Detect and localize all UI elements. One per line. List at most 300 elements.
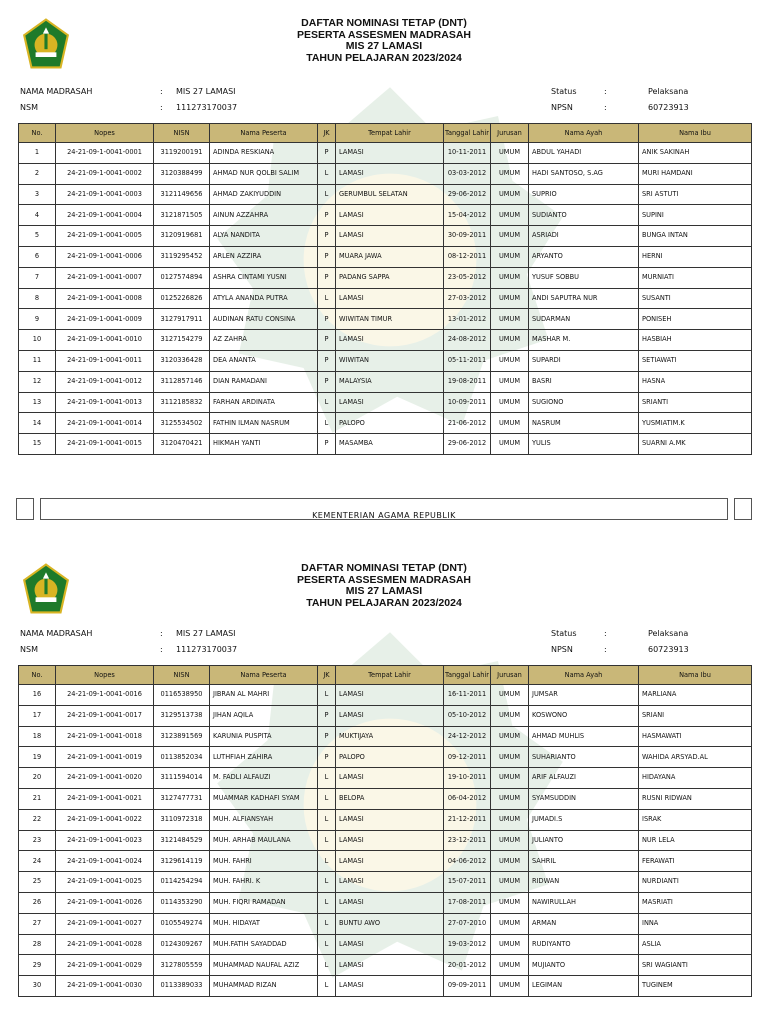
cell-nama-ayah: MASHAR M. <box>529 330 639 351</box>
cell-nisn: 3121484529 <box>154 830 210 851</box>
cell-nopes: 24-21-09-1-0041-0029 <box>56 955 154 976</box>
cell-no: 12 <box>19 371 56 392</box>
cell-nama-ayah: ABDUL YAHADI <box>529 143 639 164</box>
table-row <box>19 246 752 267</box>
cell-jurusan: UMUM <box>491 747 529 768</box>
cell-jk: P <box>318 434 336 455</box>
cell-nopes: 24-21-09-1-0041-0001 <box>56 143 154 164</box>
title-line: TAHUN PELAJARAN 2023/2024 <box>306 596 462 609</box>
cell-tempat-lahir: LAMASI <box>336 851 444 872</box>
cell-tanggal-lahir: 29-06-2012 <box>444 434 491 455</box>
column-header: Tanggal Lahir <box>444 124 491 143</box>
cell-nisn: 3129614119 <box>154 851 210 872</box>
cell-no: 1 <box>19 143 56 164</box>
separator-colon: : <box>604 645 607 654</box>
cell-jk: L <box>318 892 336 913</box>
status-value: Pelaksana <box>648 87 689 96</box>
cell-tanggal-lahir: 20-01-2012 <box>444 955 491 976</box>
cell-nisn: 0113389033 <box>154 976 210 997</box>
cell-jurusan: UMUM <box>491 976 529 997</box>
cell-nama-ibu: SRIANTI <box>639 392 752 413</box>
cell-jurusan: UMUM <box>491 330 529 351</box>
cell-nama-peserta: MUH. FAHRI. K <box>210 872 318 893</box>
cell-jurusan: UMUM <box>491 434 529 455</box>
cell-tanggal-lahir: 08-12-2011 <box>444 246 491 267</box>
cell-no: 8 <box>19 288 56 309</box>
cell-nama-ibu: SUARNI A.MK <box>639 434 752 455</box>
cell-jk: P <box>318 371 336 392</box>
table-row <box>19 330 752 351</box>
cell-jurusan: UMUM <box>491 371 529 392</box>
cell-nama-ibu: ASLIA <box>639 934 752 955</box>
column-header: Nama Ayah <box>529 124 639 143</box>
cell-nopes: 24-21-09-1-0041-0028 <box>56 934 154 955</box>
cell-nopes: 24-21-09-1-0041-0027 <box>56 913 154 934</box>
kemenag-logo-icon <box>18 18 74 70</box>
cell-nama-ibu: YUSMIATIM.K <box>639 413 752 434</box>
cell-nopes: 24-21-09-1-0041-0024 <box>56 851 154 872</box>
cell-nama-ayah: SUDIANTO <box>529 205 639 226</box>
cell-nama-peserta: HIKMAH YANTI <box>210 434 318 455</box>
cell-no: 26 <box>19 892 56 913</box>
cell-tempat-lahir: LAMASI <box>336 163 444 184</box>
column-header: NISN <box>154 124 210 143</box>
cell-nisn: 3110972318 <box>154 809 210 830</box>
cell-nama-ibu: MURNIATI <box>639 267 752 288</box>
column-header: Nama Peserta <box>210 124 318 143</box>
table-row <box>19 705 752 726</box>
cell-nopes: 24-21-09-1-0041-0020 <box>56 768 154 789</box>
cell-nama-ibu: MARLIANA <box>639 685 752 706</box>
column-header: JK <box>318 666 336 685</box>
title-line: DAFTAR NOMINASI TETAP (DNT) <box>301 562 467 574</box>
cell-nama-ayah: SUDARMAN <box>529 309 639 330</box>
nama-madrasah-value: MIS 27 LAMASI <box>176 629 236 638</box>
cell-nama-ibu: ISRAK <box>639 809 752 830</box>
cell-no: 29 <box>19 955 56 976</box>
cell-nopes: 24-21-09-1-0041-0014 <box>56 413 154 434</box>
cell-jk: P <box>318 747 336 768</box>
cell-tanggal-lahir: 06-04-2012 <box>444 788 491 809</box>
cell-no: 7 <box>19 267 56 288</box>
cell-jurusan: UMUM <box>491 892 529 913</box>
status-label: Status <box>551 629 577 638</box>
cell-tanggal-lahir: 09-09-2011 <box>444 976 491 997</box>
column-header: Nama Peserta <box>210 666 318 685</box>
cell-nama-peserta: AHMAD NUR QOLBI SALIM <box>210 163 318 184</box>
cell-nama-ibu: INNA <box>639 913 752 934</box>
cell-nopes: 24-21-09-1-0041-0025 <box>56 872 154 893</box>
cell-nama-ibu: WAHIDA ARSYAD.AL <box>639 747 752 768</box>
cell-tempat-lahir: MUARA JAWA <box>336 246 444 267</box>
cell-nama-ibu: HASBIAH <box>639 330 752 351</box>
dnt-page-1 <box>0 0 768 470</box>
separator-colon: : <box>160 645 163 654</box>
column-header: Nama Ibu <box>639 666 752 685</box>
cell-tempat-lahir: LAMASI <box>336 955 444 976</box>
cell-no: 14 <box>19 413 56 434</box>
cell-tempat-lahir: MASAMBA <box>336 434 444 455</box>
cell-tempat-lahir: PALOPO <box>336 413 444 434</box>
cell-no: 15 <box>19 434 56 455</box>
cell-tempat-lahir: LAMASI <box>336 872 444 893</box>
cell-tempat-lahir: LAMASI <box>336 809 444 830</box>
cell-nama-peserta: JIBRAN AL MAHRI <box>210 685 318 706</box>
cell-jk: P <box>318 246 336 267</box>
cell-jurusan: UMUM <box>491 226 529 247</box>
table-body <box>19 685 752 997</box>
column-header: Tempat Lahir <box>336 666 444 685</box>
separator-colon: : <box>160 103 163 112</box>
column-header: Tanggal Lahir <box>444 666 491 685</box>
table-row <box>19 872 752 893</box>
table-row <box>19 976 752 997</box>
cell-nama-ayah: ARMAN <box>529 913 639 934</box>
cell-nisn: 3123891569 <box>154 726 210 747</box>
cell-nopes: 24-21-09-1-0041-0023 <box>56 830 154 851</box>
cell-tempat-lahir: WIWITAN TIMUR <box>336 309 444 330</box>
cell-jurusan: UMUM <box>491 350 529 371</box>
cell-tempat-lahir: MALAYSIA <box>336 371 444 392</box>
next-page-header-text: KEMENTERIAN AGAMA REPUBLIK <box>312 511 456 520</box>
cell-nisn: 3125534502 <box>154 413 210 434</box>
table-header-row <box>19 124 752 143</box>
cell-nama-peserta: DEA ANANTA <box>210 350 318 371</box>
cell-nama-peserta: ARLEN AZZIRA <box>210 246 318 267</box>
nsm-value: 111273170037 <box>176 103 238 112</box>
cell-tanggal-lahir: 15-04-2012 <box>444 205 491 226</box>
cell-nisn: 0105549274 <box>154 913 210 934</box>
table-row <box>19 184 752 205</box>
cell-nopes: 24-21-09-1-0041-0007 <box>56 267 154 288</box>
table-row <box>19 747 752 768</box>
cell-tempat-lahir: LAMASI <box>336 205 444 226</box>
title-line: TAHUN PELAJARAN 2023/2024 <box>306 51 462 64</box>
cell-nama-ayah: RIDWAN <box>529 872 639 893</box>
cell-no: 30 <box>19 976 56 997</box>
cell-no: 9 <box>19 309 56 330</box>
table-row <box>19 955 752 976</box>
cell-no: 18 <box>19 726 56 747</box>
separator-colon: : <box>160 629 163 638</box>
cell-tempat-lahir: LAMASI <box>336 768 444 789</box>
column-header: Nama Ibu <box>639 124 752 143</box>
cell-nopes: 24-21-09-1-0041-0013 <box>56 392 154 413</box>
cell-nisn: 3119200191 <box>154 143 210 164</box>
cell-no: 24 <box>19 851 56 872</box>
nama-madrasah-label: NAMA MADRASAH <box>20 629 93 638</box>
cell-tanggal-lahir: 15-07-2011 <box>444 872 491 893</box>
npsn-value: 60723913 <box>648 645 689 654</box>
cell-nama-peserta: AINUN AZZAHRA <box>210 205 318 226</box>
nsm-value: 111273170037 <box>176 645 238 654</box>
cell-nisn: 0116538950 <box>154 685 210 706</box>
cell-tempat-lahir: GERUMBUL SELATAN <box>336 184 444 205</box>
dnt-page-2 <box>0 545 768 1024</box>
cell-nisn: 3111594014 <box>154 768 210 789</box>
table-row <box>19 392 752 413</box>
cell-jurusan: UMUM <box>491 955 529 976</box>
cell-nisn: 3112185832 <box>154 392 210 413</box>
cell-tempat-lahir: BELOPA <box>336 788 444 809</box>
table-row <box>19 267 752 288</box>
cell-tanggal-lahir: 16-11-2011 <box>444 685 491 706</box>
cell-nama-ayah: ARIF ALFAUZI <box>529 768 639 789</box>
cell-nopes: 24-21-09-1-0041-0003 <box>56 184 154 205</box>
dnt-table <box>18 665 752 997</box>
cell-tanggal-lahir: 19-08-2011 <box>444 371 491 392</box>
cell-nopes: 24-21-09-1-0041-0017 <box>56 705 154 726</box>
cell-tanggal-lahir: 05-11-2011 <box>444 350 491 371</box>
npsn-label: NPSN <box>551 645 573 654</box>
cell-no: 19 <box>19 747 56 768</box>
cell-tempat-lahir: LAMASI <box>336 143 444 164</box>
page-thumbnail-right <box>734 498 752 520</box>
cell-tanggal-lahir: 03-03-2012 <box>444 163 491 184</box>
npsn-value: 60723913 <box>648 103 689 112</box>
cell-nama-ayah: ARYANTO <box>529 246 639 267</box>
cell-nopes: 24-21-09-1-0041-0009 <box>56 309 154 330</box>
cell-nama-ibu: SUSANTI <box>639 288 752 309</box>
cell-nama-peserta: MUHAMMAD RIZAN <box>210 976 318 997</box>
cell-nama-ibu: TUGINEM <box>639 976 752 997</box>
cell-jk: L <box>318 288 336 309</box>
cell-nopes: 24-21-09-1-0041-0019 <box>56 747 154 768</box>
cell-jk: L <box>318 163 336 184</box>
cell-tempat-lahir: LAMASI <box>336 934 444 955</box>
column-header: Nama Ayah <box>529 666 639 685</box>
cell-nama-ayah: NASRUM <box>529 413 639 434</box>
cell-jurusan: UMUM <box>491 143 529 164</box>
cell-nopes: 24-21-09-1-0041-0021 <box>56 788 154 809</box>
cell-nopes: 24-21-09-1-0041-0006 <box>56 246 154 267</box>
cell-no: 13 <box>19 392 56 413</box>
cell-nama-ayah: SUPARDI <box>529 350 639 371</box>
separator-colon: : <box>160 87 163 96</box>
cell-nama-ayah: LEGIMAN <box>529 976 639 997</box>
table-row <box>19 768 752 789</box>
cell-tanggal-lahir: 27-07-2010 <box>444 913 491 934</box>
cell-tanggal-lahir: 04-06-2012 <box>444 851 491 872</box>
column-header: NISN <box>154 666 210 685</box>
cell-nisn: 3121149656 <box>154 184 210 205</box>
cell-jk: P <box>318 309 336 330</box>
cell-nopes: 24-21-09-1-0041-0022 <box>56 809 154 830</box>
npsn-label: NPSN <box>551 103 573 112</box>
cell-nama-ibu: HIDAYANA <box>639 768 752 789</box>
cell-nama-peserta: MUH. FIQRI RAMADAN <box>210 892 318 913</box>
cell-tanggal-lahir: 05-10-2012 <box>444 705 491 726</box>
cell-tempat-lahir: LAMASI <box>336 288 444 309</box>
cell-nisn: 3121871505 <box>154 205 210 226</box>
separator-colon: : <box>604 629 607 638</box>
document-title <box>184 18 584 64</box>
cell-nama-ayah: SUHARIANTO <box>529 747 639 768</box>
table-row <box>19 851 752 872</box>
cell-tanggal-lahir: 30-09-2011 <box>444 226 491 247</box>
cell-no: 28 <box>19 934 56 955</box>
cell-no: 25 <box>19 872 56 893</box>
column-header: Nopes <box>56 124 154 143</box>
cell-jurusan: UMUM <box>491 705 529 726</box>
cell-no: 3 <box>19 184 56 205</box>
cell-nama-ayah: JUMADI.S <box>529 809 639 830</box>
cell-nisn: 0113852034 <box>154 747 210 768</box>
cell-no: 23 <box>19 830 56 851</box>
table-row <box>19 226 752 247</box>
cell-nama-peserta: ALYA NANDITA <box>210 226 318 247</box>
cell-nopes: 24-21-09-1-0041-0005 <box>56 226 154 247</box>
cell-tanggal-lahir: 17-08-2011 <box>444 892 491 913</box>
cell-jk: P <box>318 330 336 351</box>
cell-jurusan: UMUM <box>491 205 529 226</box>
column-header: No. <box>19 124 56 143</box>
cell-nisn: 0127574894 <box>154 267 210 288</box>
cell-jk: L <box>318 872 336 893</box>
cell-nama-ayah: BASRI <box>529 371 639 392</box>
cell-jurusan: UMUM <box>491 809 529 830</box>
cell-nama-peserta: ADINDA RESKIANA <box>210 143 318 164</box>
cell-nopes: 24-21-09-1-0041-0026 <box>56 892 154 913</box>
cell-nama-ibu: BUNGA INTAN <box>639 226 752 247</box>
cell-nama-ibu: NUR LELA <box>639 830 752 851</box>
cell-tanggal-lahir: 24-08-2012 <box>444 330 491 351</box>
cell-nisn: 3120919681 <box>154 226 210 247</box>
title-line: PESERTA ASSESMEN MADRASAH <box>296 573 472 586</box>
cell-tempat-lahir: PALOPO <box>336 747 444 768</box>
cell-nama-peserta: JIHAN AQILA <box>210 705 318 726</box>
cell-nama-peserta: M. FADLI ALFAUZI <box>210 768 318 789</box>
cell-nama-peserta: AHMAD ZAKIYUDDIN <box>210 184 318 205</box>
cell-nama-peserta: FATHIN ILMAN NASRUM <box>210 413 318 434</box>
cell-tempat-lahir: BUNTU AWO <box>336 913 444 934</box>
cell-nisn: 3120336428 <box>154 350 210 371</box>
cell-nama-ibu: MASRIATI <box>639 892 752 913</box>
cell-nama-peserta: LUTHFIAH ZAHIRA <box>210 747 318 768</box>
cell-nama-peserta: MUH. FAHRI <box>210 851 318 872</box>
title-line: PESERTA ASSESMEN MADRASAH <box>296 28 472 41</box>
cell-nama-peserta: MUAMMAR KADHAFI SYAM <box>210 788 318 809</box>
table-row <box>19 309 752 330</box>
table-row <box>19 434 752 455</box>
column-header: Jurusan <box>491 124 529 143</box>
cell-tempat-lahir: PADANG SAPPA <box>336 267 444 288</box>
table-row <box>19 809 752 830</box>
cell-jk: L <box>318 413 336 434</box>
table-row <box>19 685 752 706</box>
table-row <box>19 205 752 226</box>
cell-nisn: 3127917911 <box>154 309 210 330</box>
cell-tempat-lahir: LAMASI <box>336 705 444 726</box>
cell-nama-peserta: MUH.FATIH SAYADDAD <box>210 934 318 955</box>
table-row <box>19 913 752 934</box>
cell-nopes: 24-21-09-1-0041-0010 <box>56 330 154 351</box>
cell-tempat-lahir: LAMASI <box>336 685 444 706</box>
cell-jurusan: UMUM <box>491 788 529 809</box>
cell-jk: L <box>318 934 336 955</box>
cell-nama-ibu: ANIK SAKINAH <box>639 143 752 164</box>
cell-nama-ibu: SRIANI <box>639 705 752 726</box>
cell-nopes: 24-21-09-1-0041-0018 <box>56 726 154 747</box>
table-row <box>19 413 752 434</box>
cell-tanggal-lahir: 13-01-2012 <box>444 309 491 330</box>
status-label: Status <box>551 87 577 96</box>
column-header: Nopes <box>56 666 154 685</box>
column-header: Jurusan <box>491 666 529 685</box>
cell-tanggal-lahir: 09-12-2011 <box>444 747 491 768</box>
cell-jk: L <box>318 955 336 976</box>
cell-jurusan: UMUM <box>491 934 529 955</box>
cell-nama-ayah: JUMSAR <box>529 685 639 706</box>
cell-jk: P <box>318 143 336 164</box>
cell-jk: L <box>318 184 336 205</box>
table-body <box>19 143 752 455</box>
cell-jk: P <box>318 226 336 247</box>
cell-nisn: 3127154279 <box>154 330 210 351</box>
cell-no: 27 <box>19 913 56 934</box>
cell-tanggal-lahir: 10-09-2011 <box>444 392 491 413</box>
cell-no: 6 <box>19 246 56 267</box>
cell-nisn: 3120388499 <box>154 163 210 184</box>
cell-nama-ibu: SRI WAGIANTI <box>639 955 752 976</box>
cell-jk: L <box>318 788 336 809</box>
cell-tempat-lahir: LAMASI <box>336 392 444 413</box>
cell-nama-peserta: ATYLA ANANDA PUTRA <box>210 288 318 309</box>
cell-jurusan: UMUM <box>491 726 529 747</box>
cell-nama-ayah: JULIANTO <box>529 830 639 851</box>
cell-nama-ayah: ANDI SAPUTRA NUR <box>529 288 639 309</box>
page-break-text-clip <box>40 498 728 520</box>
cell-jurusan: UMUM <box>491 309 529 330</box>
cell-tanggal-lahir: 23-05-2012 <box>444 267 491 288</box>
nsm-label: NSM <box>20 645 38 654</box>
cell-nopes: 24-21-09-1-0041-0015 <box>56 434 154 455</box>
nama-madrasah-value: MIS 27 LAMASI <box>176 87 236 96</box>
cell-tanggal-lahir: 24-12-2012 <box>444 726 491 747</box>
cell-nama-peserta: MUHAMMAD NAUFAL AZIZ <box>210 955 318 976</box>
cell-jk: P <box>318 705 336 726</box>
cell-nama-ayah: RUDIYANTO <box>529 934 639 955</box>
document-title <box>184 563 584 609</box>
kemenag-logo-icon <box>18 563 74 615</box>
cell-tanggal-lahir: 19-10-2011 <box>444 768 491 789</box>
cell-nama-ibu: RUSNI RIDWAN <box>639 788 752 809</box>
cell-tanggal-lahir: 23-12-2011 <box>444 830 491 851</box>
cell-nama-ayah: YUSUF SOBBU <box>529 267 639 288</box>
cell-nama-peserta: FARHAN ARDINATA <box>210 392 318 413</box>
cell-jk: P <box>318 267 336 288</box>
cell-jurusan: UMUM <box>491 685 529 706</box>
table-header-row <box>19 666 752 685</box>
table-row <box>19 788 752 809</box>
cell-nama-ayah: ASRIADI <box>529 226 639 247</box>
cell-no: 16 <box>19 685 56 706</box>
table-row <box>19 892 752 913</box>
cell-nama-ayah: MUJIANTO <box>529 955 639 976</box>
cell-nama-ibu: HERNI <box>639 246 752 267</box>
table-row <box>19 371 752 392</box>
cell-nopes: 24-21-09-1-0041-0012 <box>56 371 154 392</box>
cell-jk: P <box>318 726 336 747</box>
cell-jurusan: UMUM <box>491 413 529 434</box>
cell-no: 2 <box>19 163 56 184</box>
title-line: MIS 27 LAMASI <box>345 585 423 597</box>
cell-tanggal-lahir: 21-12-2011 <box>444 809 491 830</box>
cell-no: 11 <box>19 350 56 371</box>
cell-jurusan: UMUM <box>491 392 529 413</box>
cell-nama-ibu: SETIAWATI <box>639 350 752 371</box>
cell-nama-ayah: AHMAD MUHLIS <box>529 726 639 747</box>
